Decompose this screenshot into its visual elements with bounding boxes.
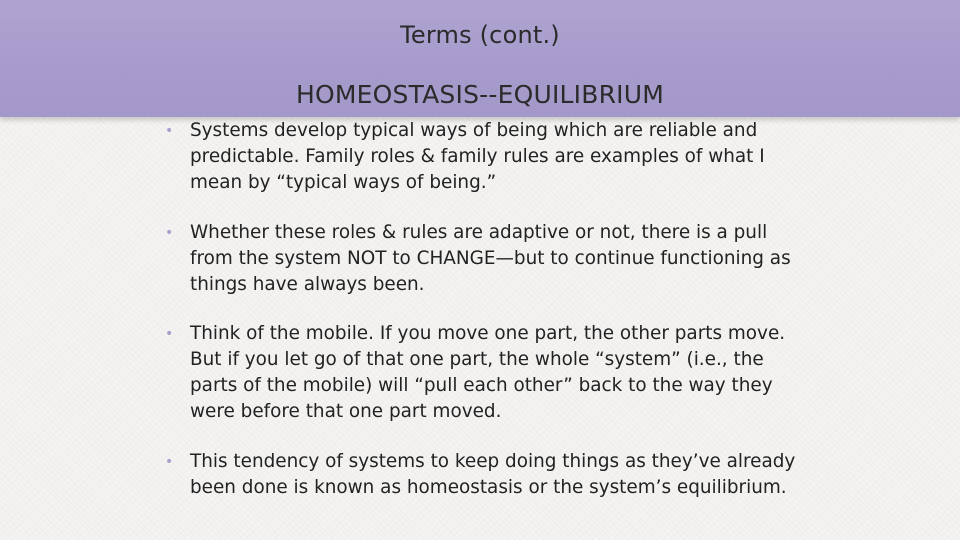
bullet-icon: •: [165, 454, 174, 470]
bullet-icon: •: [165, 225, 174, 241]
slide-title: Terms (cont.): [400, 21, 560, 49]
bullet-text: Whether these roles & rules are adaptive or not, there is a pull from the system NOT to CHANGE—but to continue functioning as things have always been.: [190, 222, 791, 295]
bullet-item: [165, 321, 815, 425]
bullet-text: Think of the mobile. If you move one part, the other parts move. But if you let go of that one part, the whole “system” (i.e., the parts of the mobile) will “pull each other” back to the way they were before that one part moved.: [190, 323, 786, 422]
title-band: [0, 0, 960, 117]
bullet-text: Systems develop typical ways of being which are reliable and predictable. Family roles & family rules are examples of what I mean by “typical ways of being.”: [190, 120, 765, 193]
bullet-icon: •: [165, 123, 174, 139]
bullet-item: [165, 220, 815, 298]
bullet-list: [165, 118, 815, 501]
bullet-icon: •: [165, 326, 174, 342]
bullet-item: [165, 449, 815, 501]
bullet-item: [165, 118, 815, 196]
bullet-text: This tendency of systems to keep doing things as they’ve already been done is known as homeostasis or the system’s equilibrium.: [190, 451, 796, 498]
slide-subtitle: HOMEOSTASIS--EQUILIBRIUM: [296, 80, 664, 109]
